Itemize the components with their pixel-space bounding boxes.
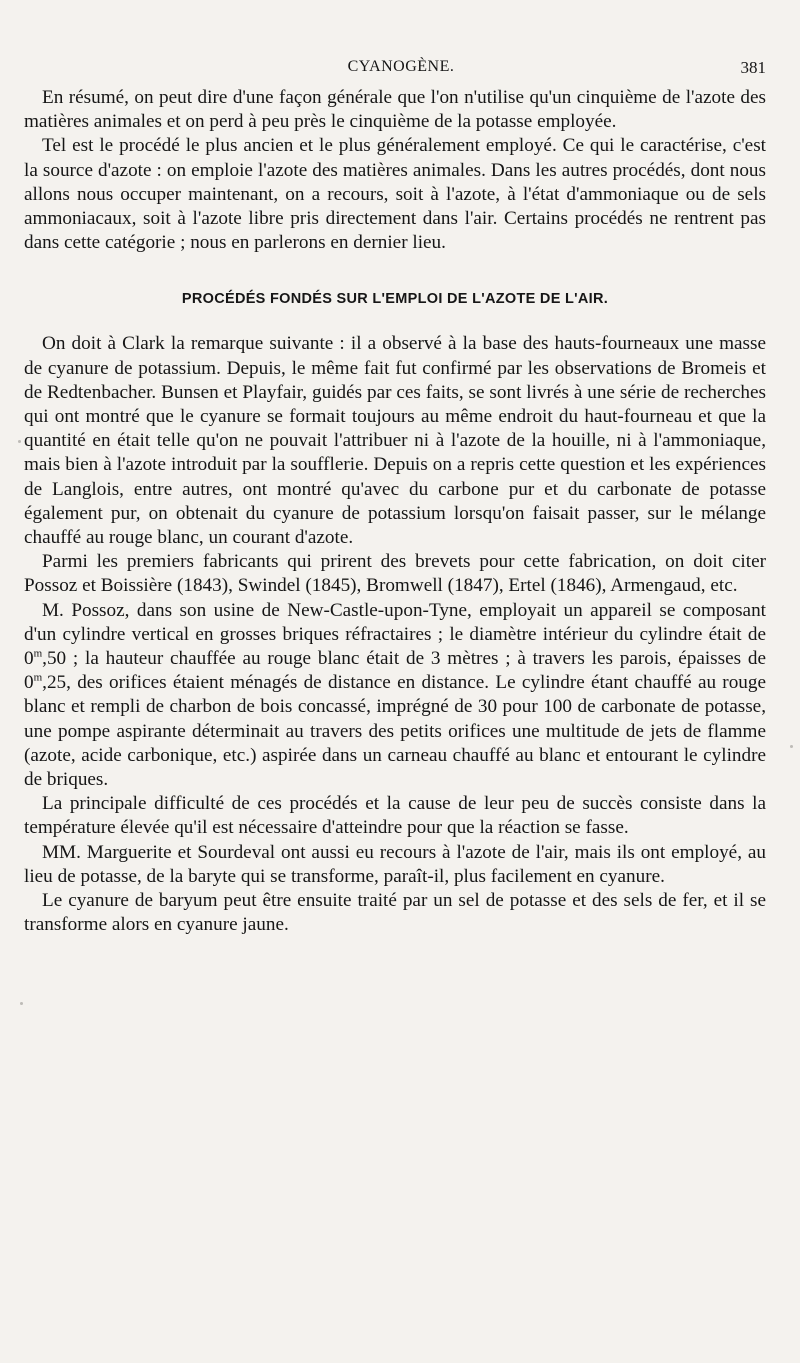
meter-unit: m [33,647,43,660]
running-head [30,58,772,82]
paragraph-clark-remark: On doit à Clark la remarque suivante : il a observé à la base des hauts-fourneaux une masse de cyanure de potassium. Depuis, le même fait fut confirmé par les observations de Bromeis et de Redtenbacher. Bunsen et Playfair, guidés par ces faits, se sont livrés à une série de recherches qui ont montré que le cyanure se formait toujours au même endroit du haut-fourneau et que la quantité en était telle qu'on ne pouvait l'attribuer ni à l'azote de la houille, ni à l'ammoniaque, mais bien à l'azote introduit par la soufflerie. Depuis on a repris cette question et les expériences de Langlois, entre autres, ont montré qu'avec du carbone pur et du carbonate de potasse également pur, on obtenait du cyanure de potassium lorsqu'on faisait passer, sur le mélange chauffé au rouge blanc, un courant d'azote. [24,333,766,549]
possoz-text-3: ,25, des orifices étaient ménagés de distance en distance. Le cylindre étant chauffé au rouge blanc et rempli de charbon de bois concassé, imprégné de 30 pour 100 de carbonate de potasse, une pompe aspirante déterminait au travers des petits orifices une multitude de jets de flamme (azote, acide carbonique, etc.) aspirée dans un carneau chauffé au blanc et entourant le cylindre de briques. [24,672,766,791]
paragraph-main-difficulty: La principale difficulté de ces procédés et la cause de leur peu de succès consiste dans la température élevée qu'il est nécessaire d'atteindre pour que la réaction se fasse. [24,793,766,839]
paper-speck [18,440,21,443]
paragraph-manufacturers: Parmi les premiers fabricants qui prirent des brevets pour cette fabrication, on doit citer Possoz et Boissière (1843), Swindel (1845), Bromwell (1847), Ertel (1846), Armengaud, etc. [24,551,766,597]
paper-speck [790,745,793,748]
paper-speck [20,1002,23,1005]
possoz-text-2: ,50 ; la hauteur chauffée au rouge blanc était de 3 mètres ; à travers les parois, épaisses de 0 [24,648,766,694]
meter-unit: m [33,671,43,684]
running-title: CYANOGÈNE. [347,58,455,75]
paragraph-barium-cyanide: Le cyanure de baryum peut être ensuite traité par un sel de potasse et des sels de fer, et il se transforme alors en cyanure jaune. [24,890,766,936]
section-heading: PROCÉDÉS FONDÉS SUR L'EMPLOI DE L'AZOTE DE L'AIR. [181,291,609,308]
paragraph-possoz [24,599,766,793]
paragraph-process-characteristics: Tel est le procédé le plus ancien et le plus généralement employé. Ce qui le caractérise, c'est la source d'azote : on emploie l'azote des matières animales. Dans les autres procédés, dont nous allons nous occuper maintenant, on a recours, soit à l'azote, à l'état d'ammoniaque ou de sels ammoniacaux, soit à l'azote libre pris directement dans l'air. Certains procédés ne rentrent pas dans cette catégorie ; nous en parlerons en dernier lieu. [24,135,766,254]
possoz-text-1: M. Possoz, dans son usine de New-Castle-upon-Tyne, employait un appareil se composant d'un cylindre vertical en grosses briques réfractaires ; le diamètre intérieur du cylindre était de 0 [24,599,766,670]
main-text [24,86,766,938]
paragraph-summary: En résumé, on peut dire d'une façon générale que l'on n'utilise qu'un cinquième de l'azote des matières animales et on perd à peu près le cinquième de la potasse employée. [24,87,766,133]
paragraph-marguerite-sourdeval: MM. Marguerite et Sourdeval ont aussi eu recours à l'azote de l'air, mais ils ont employé, au lieu de potasse, de la baryte qui se transforme, paraît-il, plus facilement en cyanure. [24,841,766,887]
page-number: 381 [740,58,766,77]
